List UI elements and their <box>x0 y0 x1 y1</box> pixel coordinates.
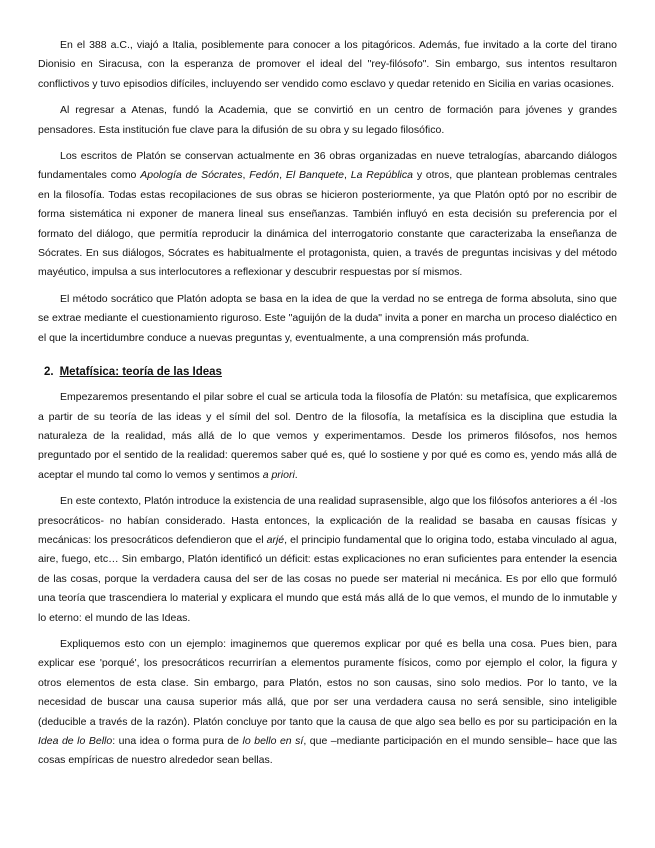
italic-text: arjé <box>266 533 285 546</box>
text-run: . <box>294 468 298 481</box>
section-paragraphs <box>38 388 617 771</box>
paragraph <box>38 101 617 140</box>
italic-text: El Banquete <box>285 169 344 182</box>
text-run: En este contexto, Platón introduce la existencia de una realidad suprasensible, algo que los filósofos anteriores a él -los presocráticos- no habían considerado. Hasta entonces, la explicación de la realidad se basaba en causas físicas y mecánicas: los presocráticos defendieron que el <box>38 495 617 546</box>
italic-text: Apología de Sócrates <box>140 169 243 182</box>
text-run: Empezaremos presentando el pilar sobre el cual se articula toda la filosofía de Platón: su metafísica, que explicaremos a partir de su teoría de las ideas y el símil del sol. Dentro de la filosofía, la metafísica es la disciplina que estudia la naturaleza de la realidad, más allá de lo que vemos y experimentamos. Desde los primeros filósofos, nos hemos preguntado por el sentido de la realidad: queremos saber qué es, qué lo sostiene y por qué es como es, yendo más allá de aceptar el mundo tal como lo vemos y sentimos <box>38 391 617 481</box>
italic-text: Fedón <box>249 169 280 182</box>
text-run: , que –mediante participación en el mundo sensible– hace que las cosas empíricas de nuestro alrededor sean bellas. <box>38 735 618 767</box>
text-run: : una idea o forma pura de <box>112 735 243 747</box>
text-run: Los escritos de Platón se conservan actualmente en 36 obras organizadas en nueve tetralogías, abarcando diálogos fundamentales como <box>38 150 617 182</box>
paragraph <box>38 147 617 283</box>
italic-text: lo bello en sí <box>242 735 304 747</box>
section-number: 2. <box>44 366 54 379</box>
italic-text: Idea de lo Bello <box>38 735 113 747</box>
paragraph <box>38 635 617 771</box>
text-run: y otros, que plantean problemas centrales en la filosofía. Todas estas recopilaciones de sus obras se hicieron posteriormente, ya que Platón optó por no escribir de forma sistemática ni exponer de manera lineal sus enseñanzas. También influyó en esta decisión su preferencia por el formato del diálogo, que permitía reproducir la dinámica del interrogatorio constante que caracterizaba la enseñanza de Sócrates. En sus diálogos, Sócrates es habitualmente el protagonista, quien, a través de preguntas incisivas y del método mayéutico, impulsa a sus interlocutores a reflexionar y descubrir respuestas por sí mismos. <box>38 169 617 279</box>
intro-paragraphs <box>38 36 617 348</box>
text-run: , <box>242 169 250 182</box>
section-heading <box>44 364 617 380</box>
section-title: Metafísica: teoría de las Ideas <box>59 366 222 379</box>
text-run: Al regresar a Atenas, fundó la Academia, que se convirtió en un centro de formación para jóvenes y grandes pensadores. Esta institución fue clave para la difusión de su obra y su legado filosófico. <box>38 104 617 136</box>
text-run: , el principio fundamental que lo origina todo, estaba vinculado al agua, aire, fuego, etc… Sin embargo, Platón identificó un déficit: estas explicaciones no eran suficientes para entender la esencia de las cosas, porque la verdadera causa del ser de las cosas no puede ser material ni mecánica. Es por ello que formuló una teoría que trascendiera lo material y explicara el mundo que está más allá de lo que vemos, el mundo de lo inmutable y lo eterno: el mundo de las Ideas. <box>38 533 617 624</box>
paragraph <box>38 492 617 628</box>
paragraph <box>38 36 617 94</box>
text-run: Expliquemos esto con un ejemplo: imaginemos que queremos explicar por qué es bella una cosa. Pues bien, para explicar ese 'porqué', los presocráticos recurrirían a elementos puramente físicos, como por ejemplo el color, la figura y otros elementos de esta clase. Sin embargo, para Platón, estos no son causas, sino solo medios. Por lo tanto, ve la necesidad de buscar una causa superior más allá, que por ser una verdadera causa no será sensible, sino inteligible (deducible a través de la razón). Platón concluye por tanto que la causa de que algo sea bello es por su participación en la <box>38 637 617 728</box>
text-run: , <box>279 169 286 182</box>
paragraph <box>38 290 617 348</box>
text-run: El método socrático que Platón adopta se basa en la idea de que la verdad no se entrega de forma absoluta, sino que se extrae mediante el cuestionamiento riguroso. Este "aguijón de la duda" invita a poner en marcha un proceso dialéctico en el que la incertidumbre conduce a nuevas preguntas y, eventualmente, a una comprensión más profunda. <box>38 292 617 344</box>
text-run: En el 388 a.C., viajó a Italia, posiblemente para conocer a los pitagóricos. Además, fue invitado a la corte del tirano Dionisio en Siracusa, con la esperanza de promover el ideal del "rey-filósofo". Sin embargo, sus intentos resultaron conflictivos y tuvo episodios difíciles, incluyendo ser vendido como esclavo y quedar retenido en Sicilia en varias ocasiones. <box>38 39 617 90</box>
text-run: , <box>343 169 351 182</box>
paragraph <box>38 388 617 485</box>
italic-text: a priori <box>262 468 295 481</box>
italic-text: La República <box>350 169 413 182</box>
